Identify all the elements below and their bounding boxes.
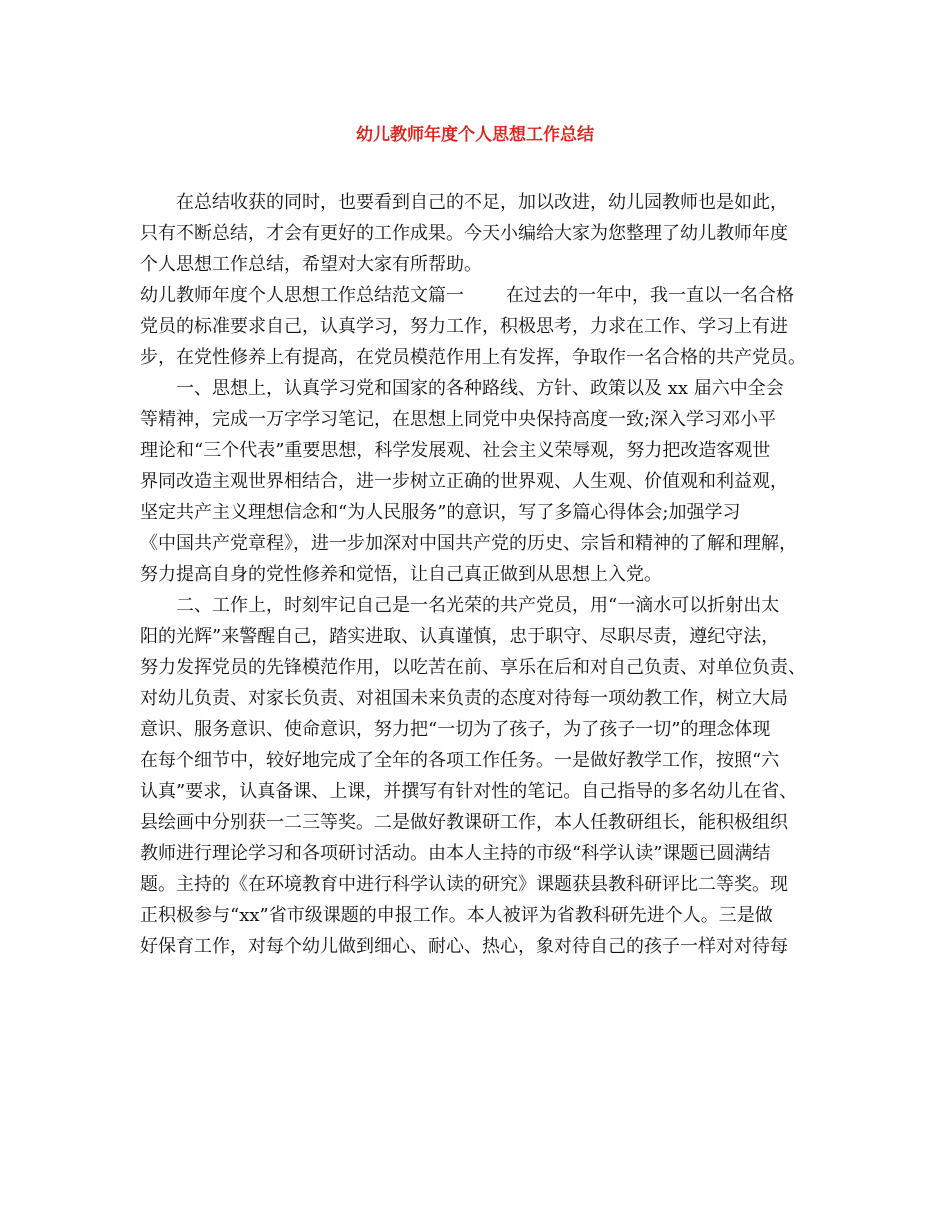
body-line: 理论和“三个代表”重要思想，科学发展观、社会主义荣辱观，努力把改造客观世 — [140, 440, 771, 461]
body-line: 二、工作上，时刻牢记自己是一名光荣的共产党员，用“一滴水可以折射出太 — [176, 595, 780, 616]
body-line: 县绘画中分别获一二三等奖。二是做好教课研工作，本人任教研组长，能积极组织 — [140, 812, 788, 833]
body-line: 步，在党性修养上有提高，在党员模范作用上有发挥，争取作一名合格的共产党员。 — [140, 347, 806, 368]
document-title: 幼儿教师年度个人思想工作总结 — [356, 125, 594, 145]
body-line: 正积极参与“xx”省市级课题的申报工作。本人被评为省教科研先进个人。三是做 — [140, 905, 773, 926]
body-line: 党员的标准要求自己，认真学习，努力工作，积极思考，力求在工作、学习上有进 — [140, 316, 788, 337]
body-line: 个人思想工作总结，希望对大家有所帮助。 — [140, 254, 482, 275]
body-line: 好保育工作，对每个幼儿做到细心、耐心、热心，象对待自己的孩子一样对对待每 — [140, 936, 788, 957]
section-heading: 幼儿教师年度个人思想工作总结范文篇一 — [140, 285, 464, 306]
body-line: 只有不断总结，才会有更好的工作成果。今天小编给大家为您整理了幼儿教师年度 — [140, 223, 788, 244]
body-line: 在每个细节中，较好地完成了全年的各项工作任务。一是做好教学工作，按照“六 — [140, 750, 780, 771]
body-line: 努力提高自身的党性修养和觉悟，让自己真正做到从思想上入党。 — [140, 564, 662, 585]
body-line: 题。主持的《在环境教育中进行科学认读的研究》课题获县教科研评比二等奖。现 — [140, 874, 788, 895]
body-line: 《中国共产党章程》，进一步加深对中国共产党的历史、宗旨和精神的了解和理解， — [140, 533, 797, 554]
body-line: 一、思想上，认真学习党和国家的各种路线、方针、政策以及 xx 届六中全会 — [176, 378, 784, 399]
document-body — [140, 187, 830, 962]
body-line: 阳的光辉”来警醒自己，踏实进取、认真谨慎，忠于职守、尽职尽责，遵纪守法， — [140, 626, 780, 647]
body-line: 教师进行理论学习和各项研讨活动。由本人主持的市级“科学认读”课题已圆满结 — [140, 843, 771, 864]
body-line: 等精神，完成一万字学习笔记，在思想上同党中央保持高度一致;深入学习邓小平 — [140, 409, 777, 430]
body-line: 在总结收获的同时，也要看到自己的不足，加以改进，幼儿园教师也是如此， — [176, 192, 788, 213]
body-line: 对幼儿负责、对家长负责、对祖国未来负责的态度对待每一项幼教工作，树立大局 — [140, 688, 788, 709]
body-line: 努力发挥党员的先锋模范作用，以吃苦在前、享乐在后和对自己负责、对单位负责、 — [140, 657, 806, 678]
body-line-continued: 在过去的一年中，我一直以一名合格 — [506, 285, 794, 306]
body-line: 坚定共产主义理想信念和“为人民服务”的意识，写了多篇心得体会;加强学习 — [140, 502, 741, 523]
section-heading-line — [140, 280, 830, 311]
body-line: 界同改造主观世界相结合，进一步树立正确的世界观、人生观、价值观和利益观， — [140, 471, 788, 492]
body-line: 意识、服务意识、使命意识，努力把“一切为了孩子，为了孩子一切”的理念体现 — [140, 719, 771, 740]
body-line: 认真”要求，认真备课、上课，并撰写有针对性的笔记。自己指导的多名幼儿在省、 — [140, 781, 798, 802]
